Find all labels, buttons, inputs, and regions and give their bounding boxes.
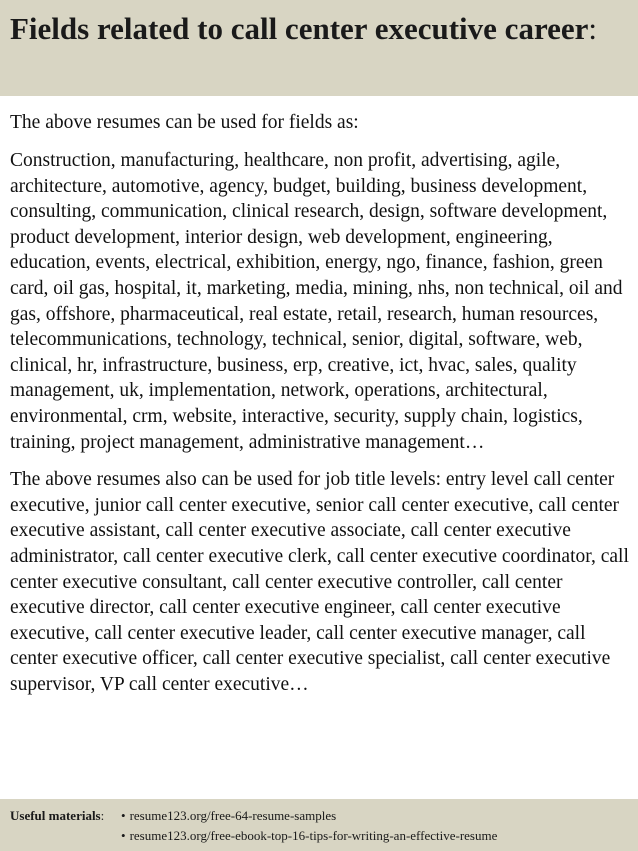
page-title-text: Fields related to call center executive career [10, 11, 589, 46]
link-text: resume123.org/free-64-resume-samples [129, 808, 337, 823]
useful-materials-label: Useful materials: [10, 808, 105, 823]
useful-materials-row [10, 826, 630, 846]
page-title [10, 8, 620, 49]
body-content [10, 110, 632, 697]
bullet-icon: • [121, 808, 126, 823]
useful-material-link[interactable] [121, 826, 497, 846]
link-text: resume123.org/free-ebook-top-16-tips-for-writing-an-effective-resume [129, 828, 498, 843]
footer-label-spacer [10, 826, 121, 846]
fields-list-paragraph: Construction, manufacturing, healthcare, non profit, advertising, agile, architecture, automotive, agency, budget, building, business development, consulting, communication, clinical research, design, software development, product development, interior design, web development, engineering, education, events, electrical, exhibition, energy, ngo, finance, fashion, green card, oil gas, hospital, it, marketing, media, mining, nhs, non technical, oil and gas, offshore, pharmaceutical, real estate, retail, research, human resources, telecommunications, technology, technical, senior, digital, software, web, clinical, hr, infrastructure, business, erp, creative, ict, hvac, sales, quality management, uk, implementation, network, operations, architectural, environmental, crm, website, interactive, security, supply chain, logistics, training, project management, administrative management… [10, 150, 623, 453]
job-levels-paragraph: The above resumes also can be used for job title levels: entry level call center executive, junior call center executive, senior call center executive, call center executive assistant, call center executive associate, call center executive administrator, call center executive clerk, call center executive coordinator, call center executive consultant, call center executive controller, call center executive director, call center executive engineer, call center executive executive, call center executive leader, call center executive manager, call center executive officer, call center executive specialist, call center executive supervisor, VP call center executive… [10, 469, 629, 695]
useful-materials [10, 806, 630, 846]
intro-text: The above resumes can be used for fields as: [10, 112, 359, 133]
useful-materials-row [10, 806, 630, 826]
useful-material-link[interactable] [121, 806, 336, 826]
bullet-icon: • [121, 828, 126, 843]
page-title-colon: : [588, 11, 598, 46]
